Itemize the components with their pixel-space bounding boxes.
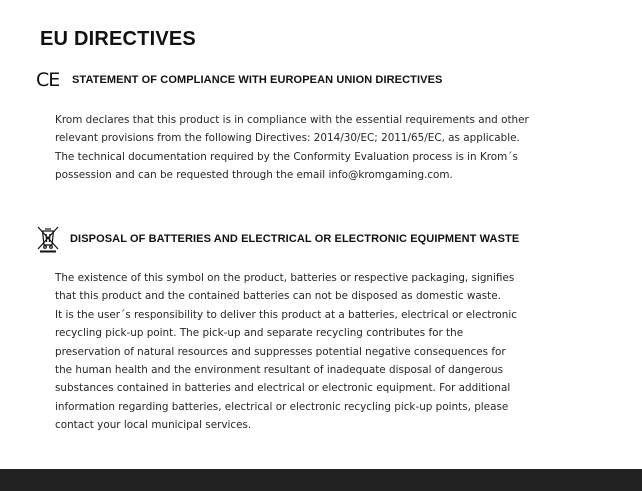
compliance-line: Krom declares that this product is in compliance with the essential requirements and other <box>55 114 529 126</box>
disposal-line: It is the user´s responsibility to deliver this product at a batteries, electrical or electronic <box>55 308 517 321</box>
disposal-section-title: DISPOSAL OF BATTERIES AND ELECTRICAL OR ELECTRONIC EQUIPMENT WASTE <box>70 233 520 245</box>
ce-mark-icon: CE <box>36 69 60 91</box>
disposal-line: that this product and the contained batteries can not be disposed as domestic waste. <box>55 290 501 303</box>
crossed-out-wheelie-bin-icon <box>36 225 60 253</box>
compliance-line: The technical documentation required by the Conformity Evaluation process is in Krom´s <box>55 150 518 163</box>
disposal-line: preservation of natural resources and suppresses potential negative consequences for <box>55 345 506 358</box>
disposal-section-header <box>36 225 519 253</box>
page-title: EU DIRECTIVES <box>40 28 196 50</box>
disposal-line: the human health and the environment resultant of inadequate disposal of dangerous <box>55 364 504 377</box>
compliance-section-header <box>36 70 442 90</box>
disposal-line: recycling pick-up point. The pick-up and separate recycling contributes for the <box>55 327 464 340</box>
footer-bar <box>0 469 642 491</box>
disposal-paragraph <box>55 269 615 435</box>
disposal-line: information regarding batteries, electrical or electronic recycling pick-up points, please <box>55 400 509 413</box>
compliance-paragraph <box>55 111 615 185</box>
disposal-line: The existence of this symbol on the product, batteries or respective packaging, signifies <box>55 272 515 284</box>
disposal-line: substances contained in batteries and electrical or electronic equipment. For additional <box>55 382 511 395</box>
disposal-line: contact your local municipal services. <box>55 419 252 432</box>
compliance-line: relevant provisions from the following Directives: 2014/30/EC; 2011/65/EC, as applicable. <box>55 132 520 145</box>
compliance-section-title: STATEMENT OF COMPLIANCE WITH EUROPEAN UNION DIRECTIVES <box>72 74 443 86</box>
compliance-line: possession and can be requested through the email info@kromgaming.com. <box>55 169 453 182</box>
